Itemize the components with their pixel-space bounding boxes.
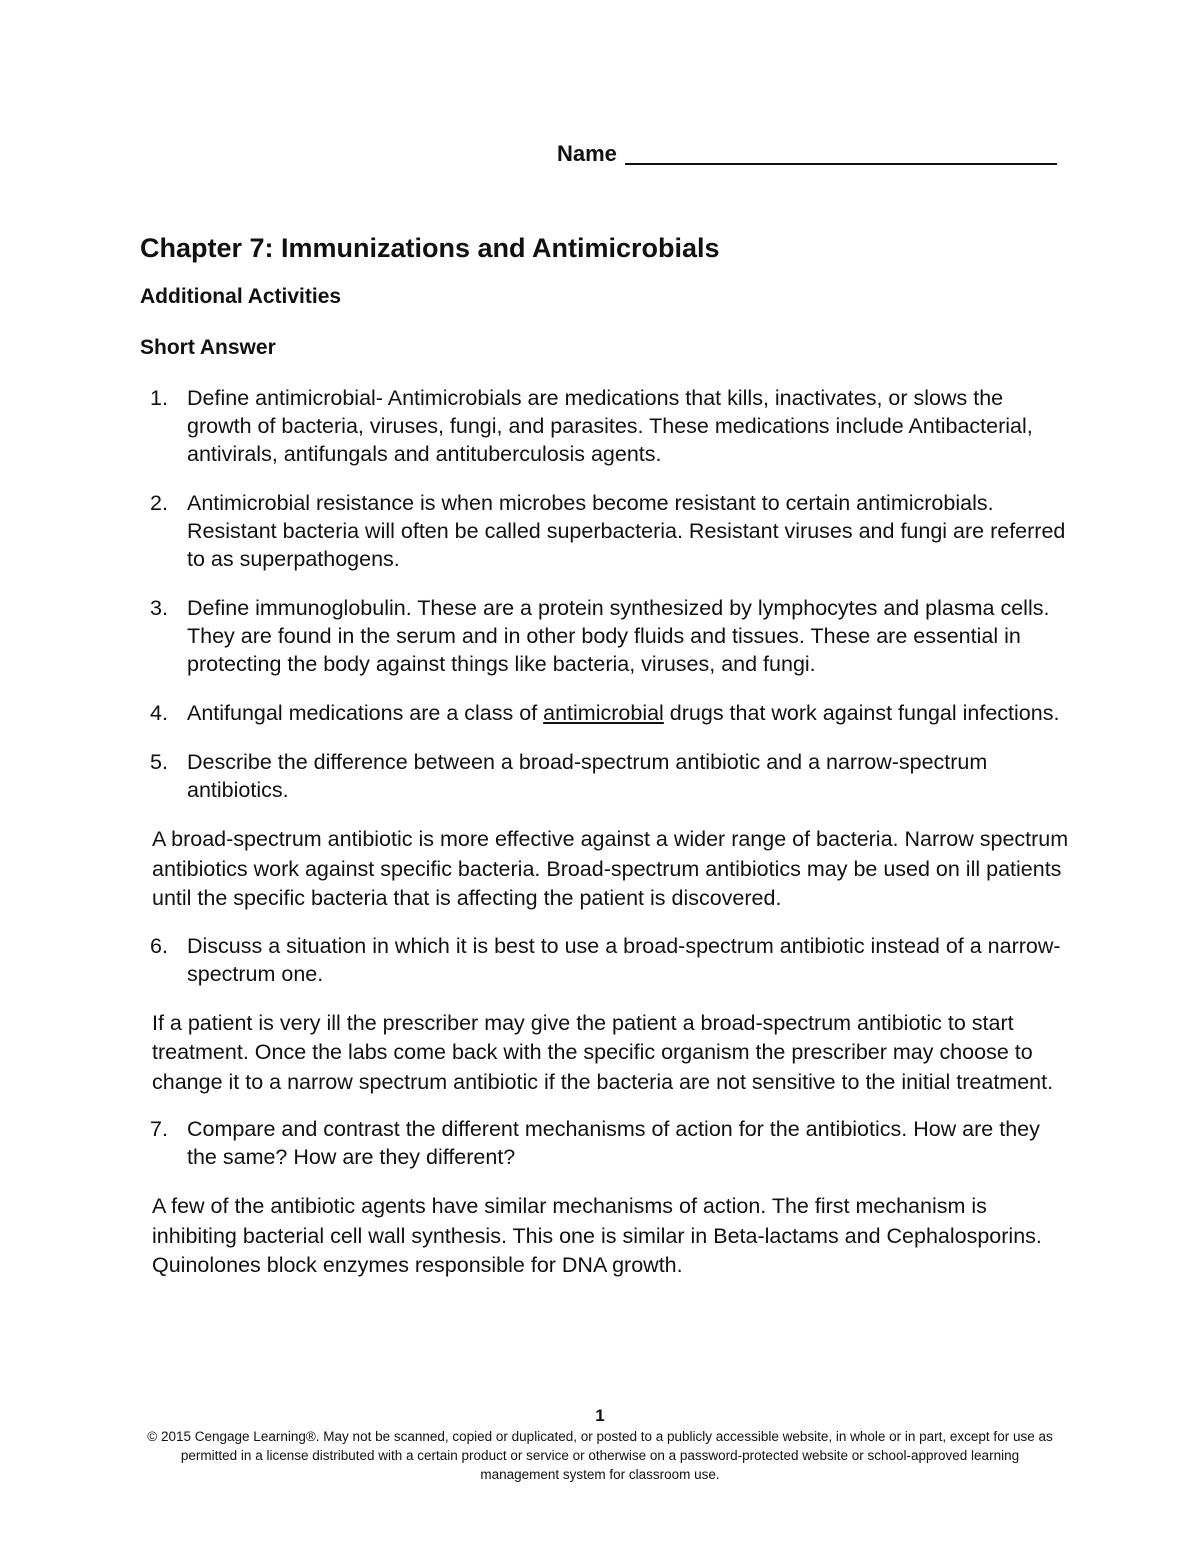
- question-number: 5.: [150, 750, 168, 774]
- question-text: Describe the difference between a broad-spectrum antibiotic and a narrow-spectrum antibiotics.: [187, 750, 988, 802]
- question-item-1: [140, 384, 1070, 468]
- question-item-4: [140, 699, 1070, 727]
- question-text: [187, 699, 1070, 727]
- question-text: Define immunoglobulin. These are a protein synthesized by lymphocytes and plasma cells. They are found in the serum and in other body fluids and tissues. These are essential in protecting the body against things like bacteria, viruses, and fungi.: [187, 596, 1050, 676]
- question-item-5: [140, 748, 1070, 804]
- question-item-7: [140, 1115, 1070, 1171]
- question-text-start: Antifungal medications are a class of: [187, 701, 544, 725]
- copyright-notice: © 2015 Cengage Learning®. May not be scanned, copied or duplicated, or posted to a publicly accessible website, in whole or in part, except for use as permitted in a license distributed with a certain product or service or otherwise on a password-protected website or school-approved learning management system for classroom use.: [147, 1429, 1053, 1482]
- page-footer: [140, 1405, 1060, 1484]
- question-text: Define antimicrobial- Antimicrobials are medications that kills, inactivates, or slows the growth of bacteria, viruses, fungi, and parasites. These medications include Antibacterial, antivirals, antifungals and antituberculosis agents.: [187, 386, 1033, 466]
- question-number: 6.: [150, 933, 168, 958]
- answer-6: If a patient is very ill the prescriber may give the patient a broad-spectrum antibiotic to start treatment. Once the labs come back with the specific organism the prescriber may choose to change it to a narrow spectrum antibiotic if the bacteria are not sensitive to the initial treatment.: [152, 1010, 1054, 1094]
- answer-7: A few of the antibiotic agents have similar mechanisms of action. The first mechanism is inhibiting bacterial cell wall synthesis. This one is similar in Beta-lactams and Cephalosporins. Quinolones block enzymes responsible for DNA growth.: [152, 1194, 1042, 1277]
- question-text-end: drugs that work against fungal infections.: [663, 701, 1060, 725]
- name-blank-line: [625, 143, 1057, 165]
- antimicrobial-link[interactable]: antimicrobial: [543, 701, 664, 725]
- question-number: 4.: [150, 701, 168, 725]
- name-label: Name: [557, 141, 617, 166]
- question-item-6: [140, 932, 1070, 988]
- chapter-title: Chapter 7: Immunizations and Antimicrobials: [140, 233, 720, 263]
- question-number: 7.: [150, 1117, 168, 1141]
- short-answer-heading: Short Answer: [140, 336, 276, 359]
- question-text: Compare and contrast the different mechanisms of action for the antibiotics. How are they the same? How are they different?: [187, 1117, 1040, 1169]
- question-item-2: [140, 489, 1070, 573]
- name-field-row: [557, 141, 1057, 167]
- question-list: [140, 384, 1070, 1281]
- question-number: 3.: [150, 596, 168, 620]
- question-item-3: [140, 594, 1070, 678]
- question-text: Antimicrobial resistance is when microbes become resistant to certain antimicrobials. Resistant bacteria will often be called superbacteria. Resistant viruses and fungi are referred to as superpathogens.: [187, 491, 1066, 571]
- question-number: 2.: [150, 491, 168, 515]
- question-text: Discuss a situation in which it is best to use a broad-spectrum antibiotic instead of a narrow-spectrum one.: [187, 933, 1061, 986]
- page-number: 1: [595, 1406, 605, 1425]
- additional-activities-heading: Additional Activities: [140, 285, 342, 308]
- question-number: 1.: [150, 386, 168, 410]
- answer-5: A broad-spectrum antibiotic is more effective against a wider range of bacteria. Narrow spectrum antibiotics work against specific bacteria. Broad-spectrum antibiotics may be used on ill patients until the specific bacteria that is affecting the patient is discovered.: [152, 827, 1069, 910]
